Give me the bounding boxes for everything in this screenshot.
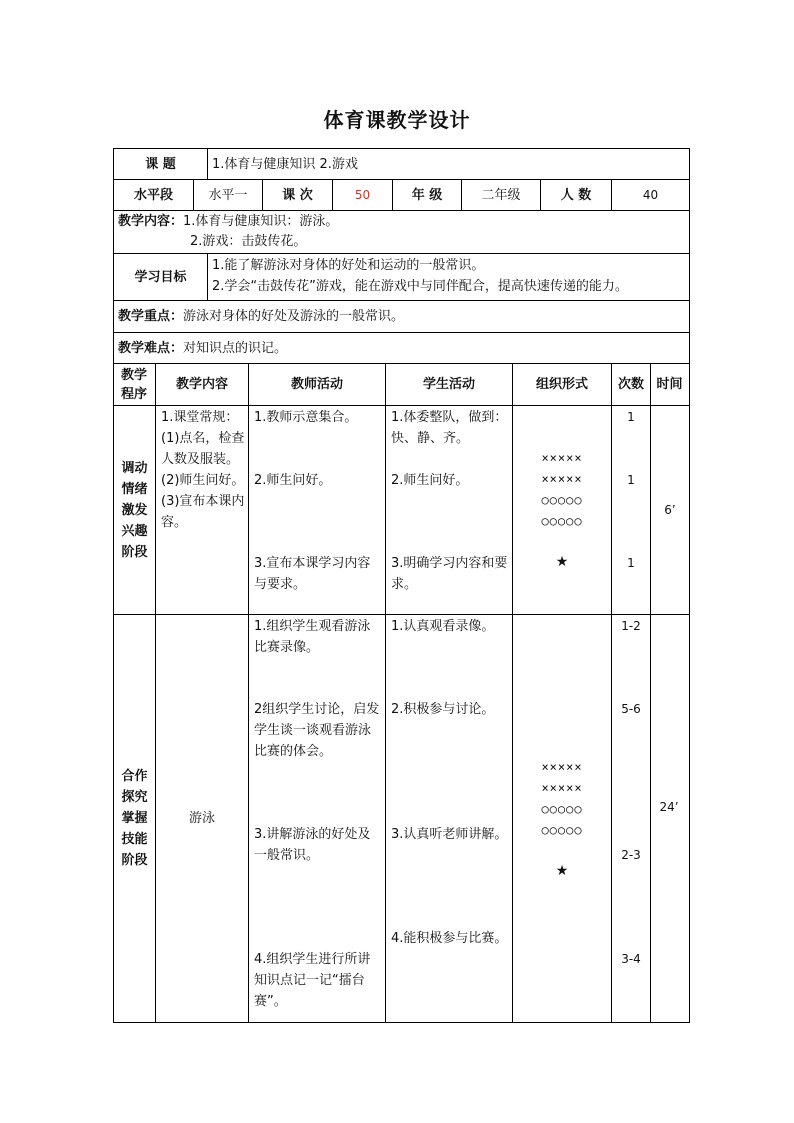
difficulty <box>118 333 688 363</box>
stage1-count-1: 1 <box>627 410 635 424</box>
stage2-count-4: 3-4 <box>621 952 641 966</box>
stage1-teacher-1: 1.教师示意集合。 <box>254 410 358 425</box>
stage1-teacher-2: 2.师生问好。 <box>254 473 332 488</box>
formation-row: ○○○○○ <box>541 823 583 837</box>
col-teacher: 教师活动 <box>290 377 343 392</box>
goal-1: 1.能了解游泳对身体的好处和运动的一般常识。 <box>212 258 485 273</box>
goals-label: 学习目标 <box>134 269 187 285</box>
grade-value: 二年级 <box>481 187 521 203</box>
topic-value: 1.体育与健康知识 2.游戏 <box>212 156 358 172</box>
topic-label: 课 题 <box>145 156 176 172</box>
stage1-student-2: 2.师生问好。 <box>391 473 469 488</box>
teaching-content <box>118 211 688 253</box>
formation-row: ××××× <box>541 760 583 774</box>
teacher-position-star-icon: ★ <box>555 863 569 879</box>
col-organization: 组织形式 <box>535 377 588 392</box>
stage2-student-4: 4.能积极参与比赛。 <box>391 931 508 946</box>
teaching-content-line1: 1.体育与健康知识：游泳。 <box>183 214 339 229</box>
stage2-teacher-1: 1.组织学生观看游泳比赛录像。 <box>254 619 371 655</box>
col-time: 时间 <box>656 377 683 392</box>
col-times: 次数 <box>618 377 645 392</box>
people-label: 人 数 <box>560 187 592 203</box>
col-student: 学生活动 <box>422 377 475 392</box>
stage1-content: 1.课堂常规： (1)点名，检查人数及服装。 (2)师生问好。 (3)宣布本课内容。 <box>161 410 245 530</box>
stage2-name: 合作探究掌握技能阶段 <box>121 769 148 868</box>
goal-2: 2.学会“击鼓传花”游戏，能在游戏中与同伴配合，提高快速传递的能力。 <box>212 279 628 294</box>
stage1-count-3: 1 <box>627 556 635 570</box>
key-point <box>118 301 688 332</box>
formation-row: ○○○○○ <box>541 493 583 507</box>
teaching-content-line2: 2.游戏：击鼓传花。 <box>190 234 307 249</box>
col-procedure: 教学程序 <box>120 367 147 402</box>
difficulty-text: 对知识点的识记。 <box>183 340 288 356</box>
stage1-count-2: 1 <box>627 473 635 487</box>
stage2-count-1: 1-2 <box>621 619 641 633</box>
stage2-time: 24’ <box>659 800 679 814</box>
goals-text <box>212 255 688 299</box>
stage2-student-1: 1.认真观看录像。 <box>391 619 495 634</box>
stage1-student-3: 3.明确学习内容和要求。 <box>391 556 508 592</box>
stage2-formation <box>513 757 611 841</box>
page-title: 体育课教学设计 <box>323 108 471 132</box>
stage2-teacher-4: 4.组织学生进行所讲知识点记一记“擂台赛”。 <box>254 952 371 1009</box>
teaching-content-label: 教学内容： <box>118 214 184 229</box>
difficulty-label: 教学难点： <box>118 340 184 356</box>
teacher-position-star-icon: ★ <box>555 554 569 570</box>
lesson-value: 50 <box>354 187 371 202</box>
stage1-time: 6’ <box>664 503 676 517</box>
col-content: 教学内容 <box>175 377 228 392</box>
stage1-formation <box>513 448 611 532</box>
stage2-content: 游泳 <box>188 811 215 826</box>
grade-label: 年 级 <box>411 187 443 203</box>
formation-row: ××××× <box>541 472 583 486</box>
stage2-student-2: 2.积极参与讨论。 <box>391 702 495 717</box>
level-label: 水平段 <box>133 187 173 203</box>
stage2-teacher-2: 2组织学生讨论，启发学生谈一谈观看游泳比赛的体会。 <box>254 702 380 759</box>
stage2-count-3: 2-3 <box>621 848 641 862</box>
formation-row: ××××× <box>541 451 583 465</box>
key-point-label: 教学重点： <box>118 309 184 324</box>
formation-row: ○○○○○ <box>541 514 583 528</box>
stage2-student-3: 3.认真听老师讲解。 <box>391 827 508 842</box>
formation-row: ××××× <box>541 781 583 795</box>
formation-row: ○○○○○ <box>541 802 583 816</box>
level-value: 水平一 <box>208 187 248 203</box>
people-value: 40 <box>642 187 659 202</box>
stage2-teacher-3: 3.讲解游泳的好处及一般常识。 <box>254 827 371 863</box>
stage1-name: 调动情绪激发兴趣阶段 <box>121 460 148 560</box>
stage1-teacher-3: 3.宣布本课学习内容与要求。 <box>254 556 371 592</box>
key-point-text: 游泳对身体的好处及游泳的一般常识。 <box>183 309 405 324</box>
stage1-student-1: 1.体委整队，做到：快、静、齐。 <box>391 410 508 446</box>
lesson-label: 课 次 <box>282 187 313 203</box>
stage2-count-2: 5-6 <box>621 702 641 716</box>
